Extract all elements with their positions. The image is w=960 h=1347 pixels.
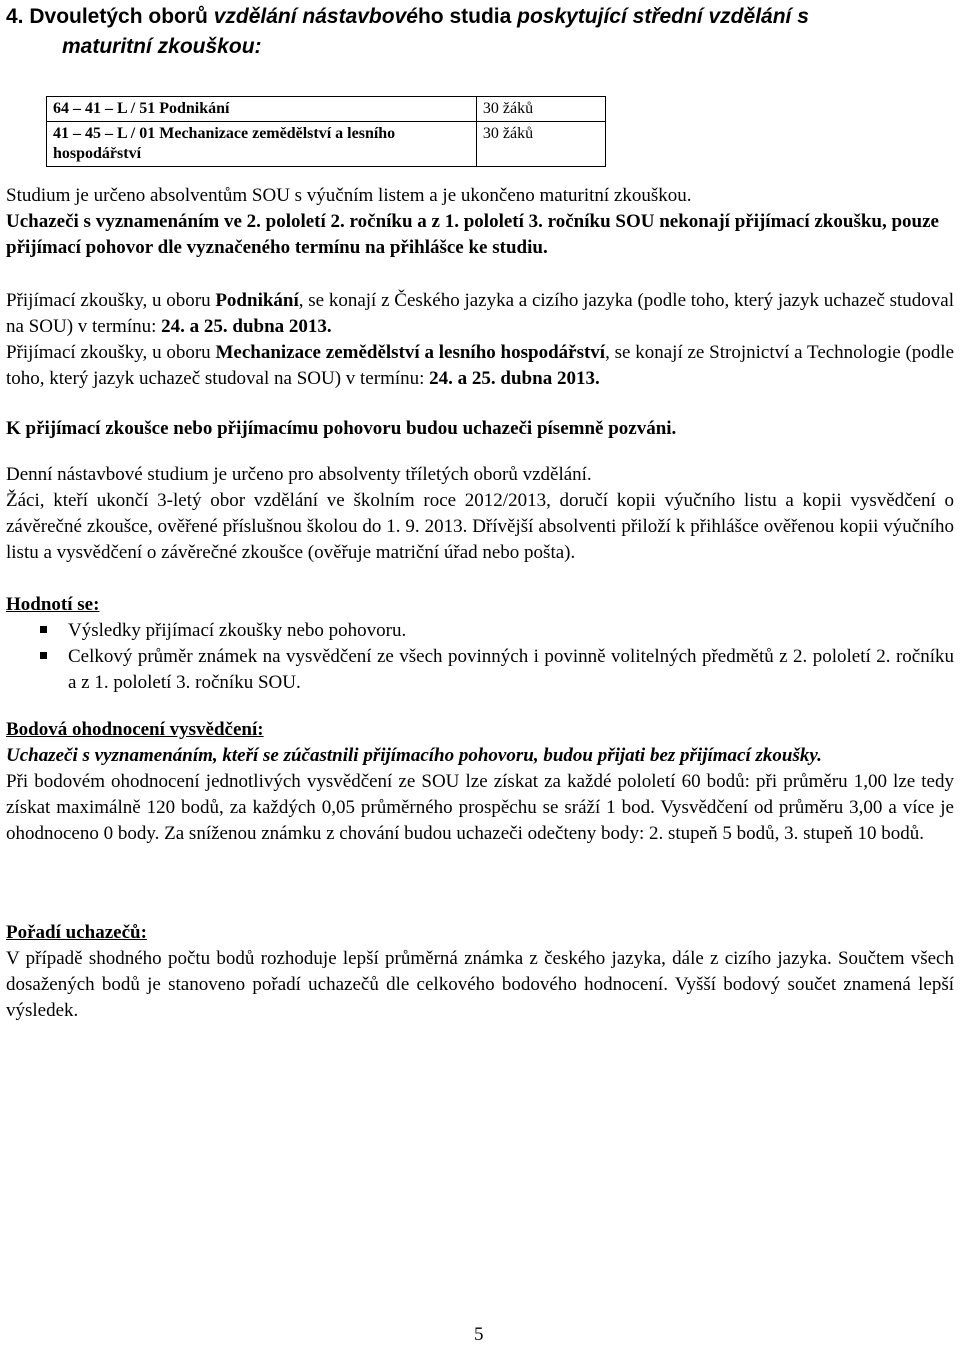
table-row [47, 122, 606, 167]
exam-podnikani-paragraph [6, 288, 954, 340]
points-section [6, 717, 954, 847]
list-item-text: Výsledky přijímací zkoušky nebo pohovoru. [68, 620, 407, 641]
intro-paragraph [6, 183, 954, 261]
list-item-text: Celkový průměr známek na vysvědčení ze všech povinných i povinně volitelných předmětů z 2. pololetí 2. ročníku a z 1. pololetí 3. ročníku SOU. [68, 646, 954, 693]
heading-italic-1: vzdělání nástavbové [213, 5, 418, 28]
text-run: , se konají ze Strojnictví a Technologie (podle toho, který jazyk uchazeč studoval na SOU) v termínu: [6, 342, 954, 389]
bullet-icon [40, 652, 47, 659]
list-item [6, 618, 954, 644]
bullet-icon [40, 626, 47, 633]
list-item [6, 644, 954, 696]
evaluation-title: Hodnotí se: [6, 594, 100, 615]
ranking-section [6, 920, 954, 1024]
section-heading [6, 2, 936, 62]
points-text: Při bodovém ohodnocení jednotlivých vysvědčení ze SOU lze získat za každé pololetí 60 bodů: při průměru 1,00 lze tedy získat maximálně 120 bodů, za každých 0,05 průměrného prospěchu se sráží 1 bod. Vysvědčení od průměru 3,00 a více je ohodnoceno 0 body. Za sníženou známku z chování budou uchazeči odečteny body: 2. stupeň 5 bodů, 3. stupeň 10 bodů. [6, 771, 954, 844]
field-name: 41 – 45 – L / 01 Mechanizace zemědělství a lesního hospodářství [47, 122, 477, 167]
field-count: 30 žáků [476, 97, 605, 122]
field-count: 30 žáků [476, 122, 605, 167]
ranking-text: V případě shodného počtu bodů rozhoduje lepší průměrná známka z českého jazyka, dále z cizího jazyka. Součtem všech dosažených bodů je stanoveno pořadí uchazečů dle celkového bodového hodnocení. Vyšší bodový součet znamená lepší výsledek. [6, 948, 954, 1021]
intro-bold: Uchazeči s vyznamenáním ve 2. pololetí 2. ročníku a z 1. pololetí 3. ročníku SOU nekonají přijímací zkoušku, pouze přijímací pohovor dle vyznačeného termínu na přihlášce ke studiu. [6, 211, 939, 258]
field-name-bold: Podnikání [215, 290, 299, 311]
fields-table [46, 96, 606, 167]
text-run: , se konají z Českého jazyka a cizího jazyka (podle toho, který jazyk uchazeč studoval na SOU) v termínu: [6, 290, 955, 337]
points-italic-note: Uchazeči s vyznamenáním, kteří se zúčastnili přijímacího pohovoru, budou přijati bez přijímací zkoušky. [6, 745, 822, 766]
exam-date: 24. a 25. dubna 2013. [161, 316, 332, 337]
heading-mid: ho studia [417, 5, 518, 28]
page-number: 5 [474, 1324, 484, 1345]
invitation-note: K přijímací zkoušce nebo přijímacímu pohovoru budou uchazeči písemně pozváni. [6, 418, 677, 439]
text-run: Přijímací zkoušky, u oboru [6, 342, 216, 363]
field-name: 64 – 41 – L / 51 Podnikání [47, 97, 477, 122]
field-name-bold: Mechanizace zemědělství a lesního hospodářství [215, 342, 606, 363]
evaluation-section [6, 592, 954, 696]
eligibility-paragraph [6, 462, 954, 566]
table-row [47, 97, 606, 122]
heading-number: 4. Dvouletých oborů [6, 5, 214, 28]
ranking-title: Pořadí uchazečů: [6, 922, 147, 943]
heading-line-2: maturitní zkouškou: [62, 35, 262, 58]
text-run: Přijímací zkoušky, u oboru [6, 290, 216, 311]
exam-mechanizace-paragraph [6, 340, 954, 392]
points-title: Bodová ohodnocení vysvědčení: [6, 719, 264, 740]
exam-date: 24. a 25. dubna 2013. [429, 368, 600, 389]
eligibility-line-2: Žáci, kteří ukončí 3-letý obor vzdělání ve školním roce 2012/2013, doručí kopii výučního listu a kopii vysvědčení o závěrečné zkoušce, ověřené příslušnou školou do 1. 9. 2013. Dřívější absolventi přiloží k přihlášce ověřenou kopii výučního listu a vysvědčení o závěrečné zkoušce (ověřuje matriční úřad nebo pošta). [6, 490, 954, 563]
intro-plain: Studium je určeno absolventům SOU s výučním listem a je ukončeno maturitní zkouškou. [6, 185, 692, 206]
heading-italic-2: poskytující střední vzdělání s [517, 5, 809, 28]
eligibility-line-1: Denní nástavbové studium je určeno pro absolventy tříletých oborů vzdělání. [6, 464, 592, 485]
